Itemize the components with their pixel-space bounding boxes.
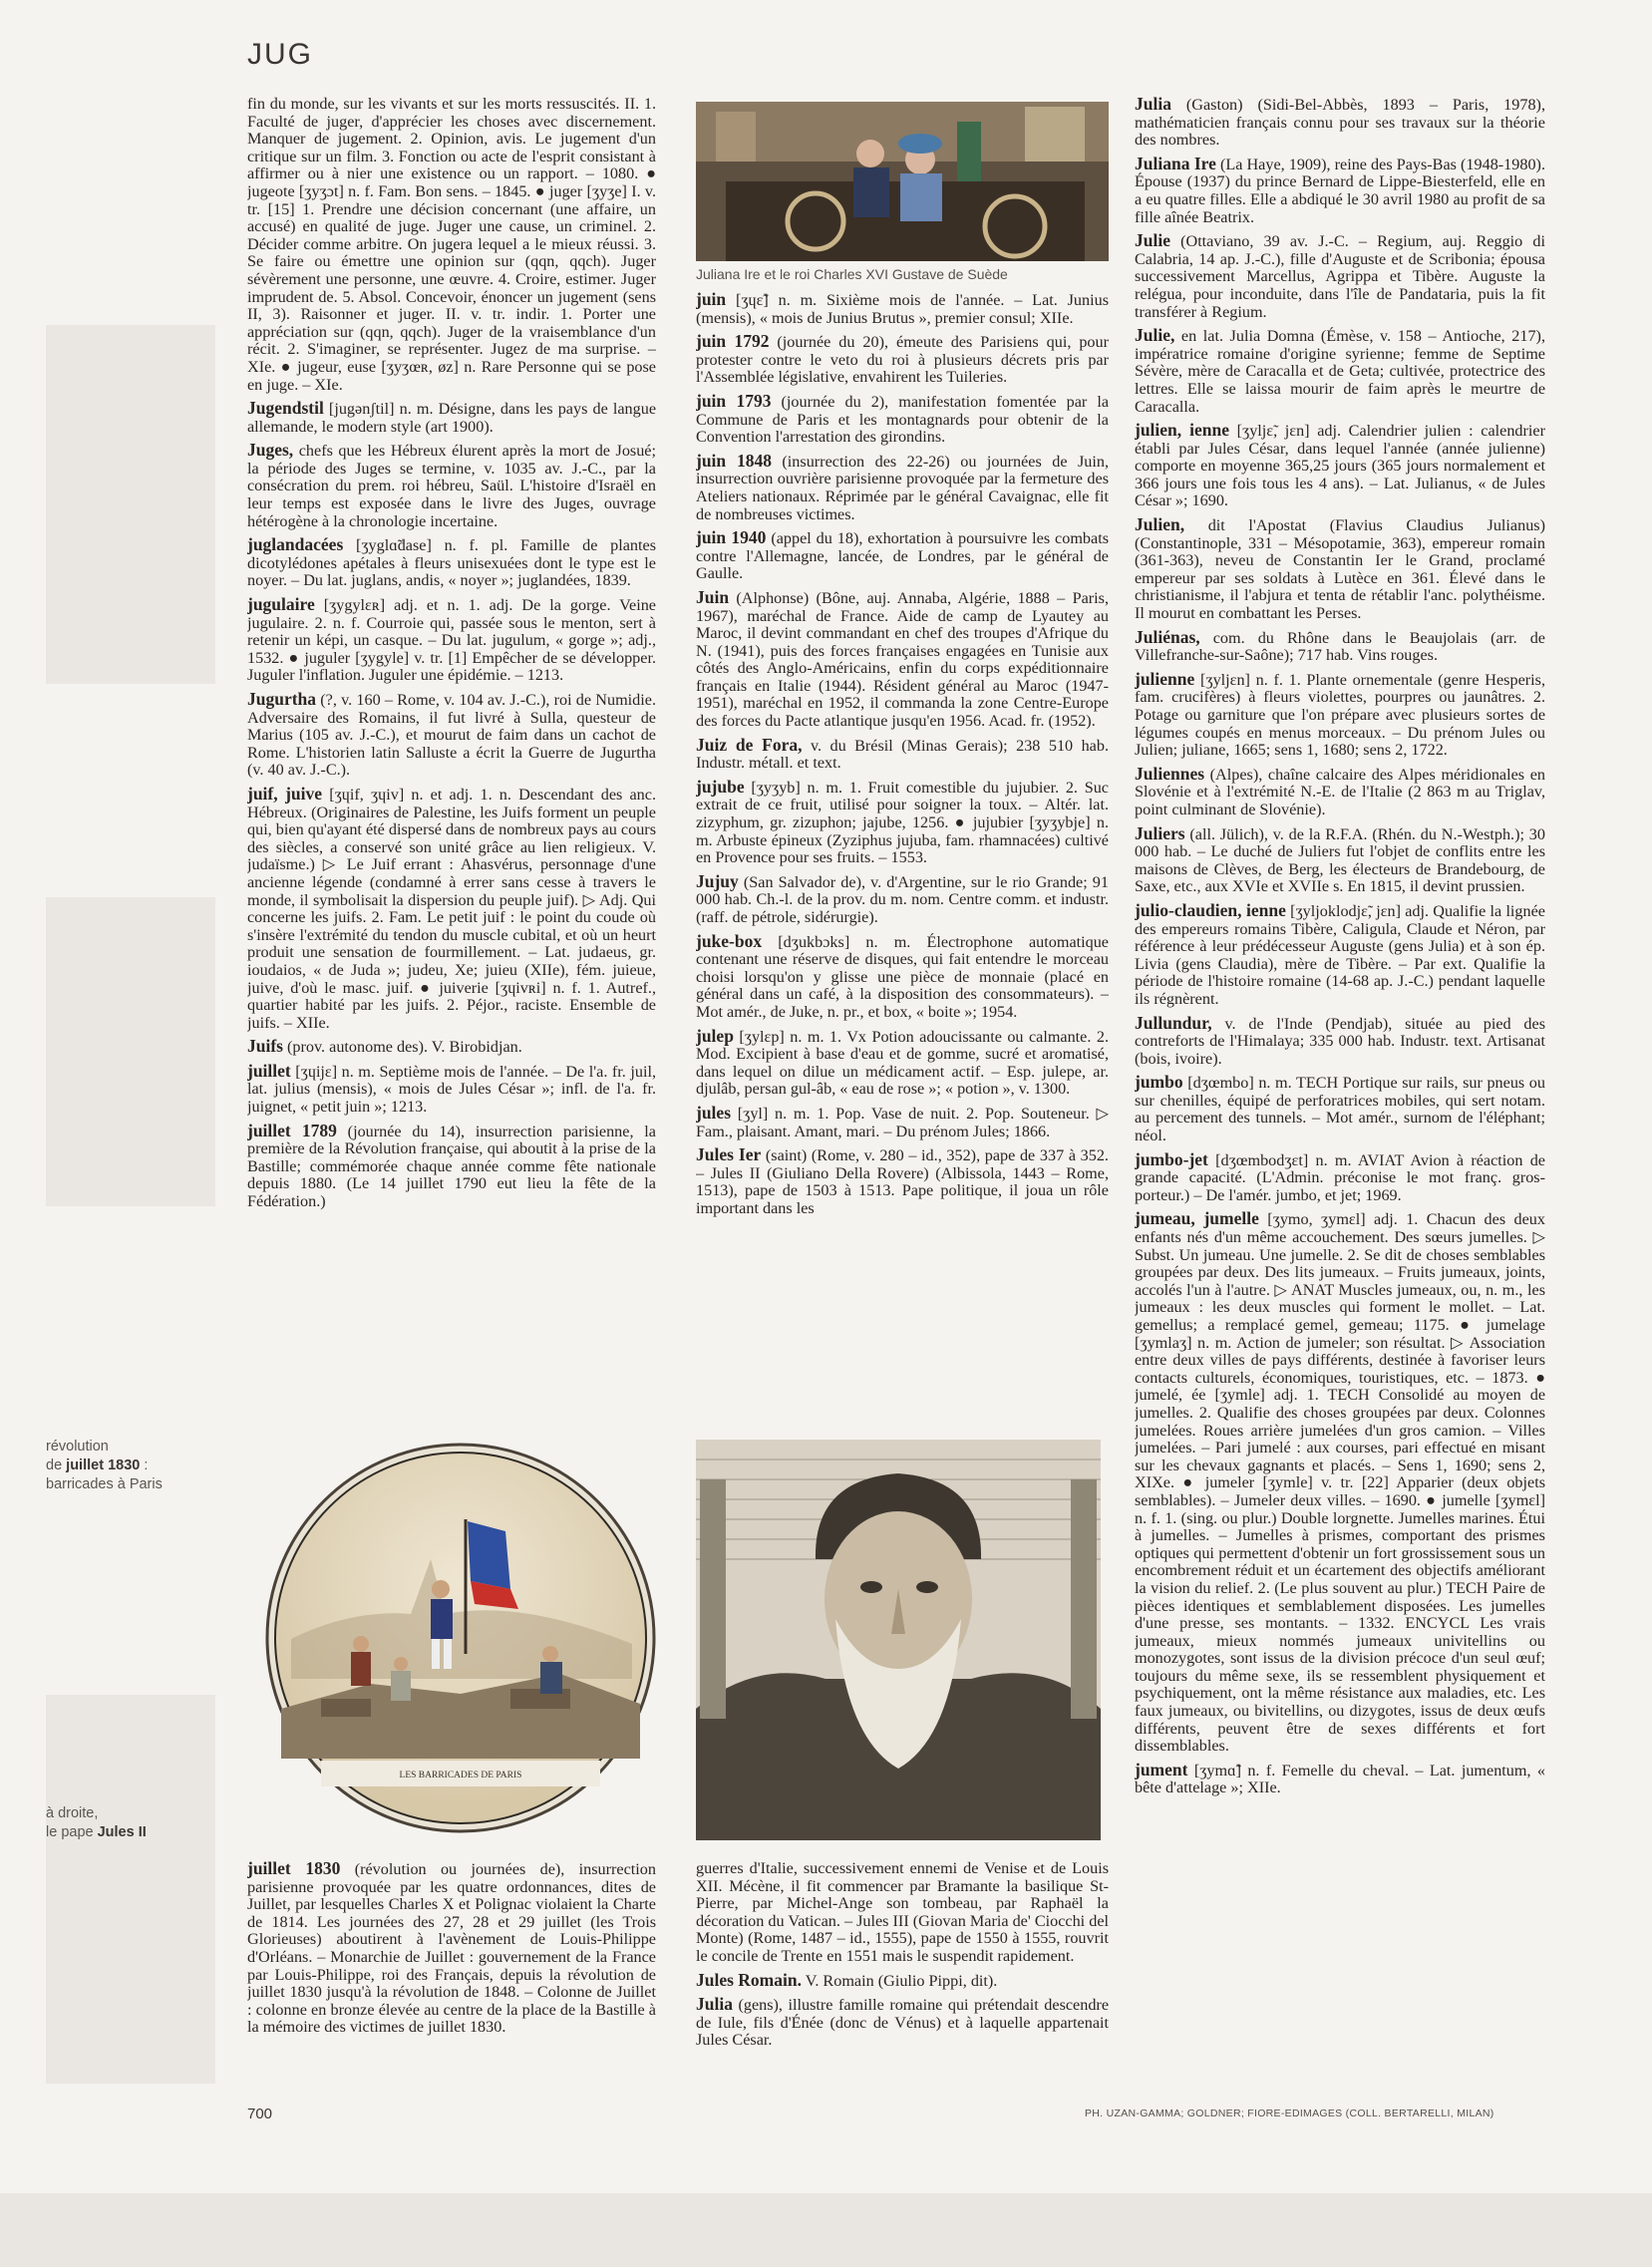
dictionary-entry (1135, 422, 1545, 510)
dictionary-entry (1135, 232, 1545, 321)
entry-headword: Julie, (1135, 325, 1175, 346)
bleed-through-left-low (46, 1695, 215, 2084)
dictionary-entry (696, 930, 1109, 1022)
dictionary-entry (247, 1038, 656, 1057)
entry-text: (journée du 14), insurrection parisienne, la première de la Révolution française, qui aboutit à la prise de la Bastille; commémorée chaque année comme fête nationale depuis 1880. (Le 14 juillet 1790 eut lieu la fête de la Fédération.) (247, 1122, 656, 1211)
dictionary-entry (247, 96, 656, 394)
caption-pope-bold: Jules II (97, 1824, 147, 1840)
entry-text: [ʒɥijɛ] n. m. Septième mois de l'année. – De l'a. fr. juil, lat. julius (mensis), « mois de Jules César »; infl. de l'a. fr. juignet, « petit juin »; 1213. (247, 1062, 656, 1117)
entry-headword: Julie (1135, 230, 1170, 251)
entry-headword: Juliana Ire (1135, 153, 1216, 173)
column-right (1135, 96, 1545, 2092)
entry-headword: Jugurtha (247, 689, 317, 709)
entry-text: [ʒymɑ̃] n. f. Femelle du cheval. – Lat. jumentum, « bête d'attelage »; XIIe. (1135, 1761, 1545, 1797)
barricades-illustration (261, 1440, 660, 1836)
entry-text: (gens), illustre famille romaine qui prétendait descendre de Iule, fils d'Énée (donc de Vénus) et à laquelle appartenait Jules César. (696, 1996, 1109, 2050)
caption-pope-prefix: le pape (46, 1824, 98, 1840)
dictionary-entry (696, 333, 1109, 387)
caption-revolution-line1: révolution (46, 1439, 109, 1455)
juliana-photo (696, 102, 1109, 261)
caption-revolution-suffix: : (140, 1457, 149, 1473)
entry-text: (Alpes), chaîne calcaire des Alpes méridionales en Slovénie et à l'extrémité N.-E. de l'Italie (2 863 m au Triglav, point culminant de Slovénie). (1135, 765, 1545, 818)
entry-text: (Ottaviano, 39 av. J.-C. – Regium, auj. Reggio di Calabria, 14 ap. J.-C.), fille d'Auguste et de Scribonia; épousa successivement Marcellus, Agrippa et Tibère. Auguste la relégua, pour inconduite, dans l'île de Pandataria, puis la fit transférer à Regium. (1135, 232, 1545, 321)
caption-revolution-line3: barricades à Paris (46, 1476, 163, 1492)
entry-text: (saint) (Rome, v. 280 – id., 352), pape de 337 à 352. – Jules II (Giuliano Della Rovere) (Albissola, 1443 – Rome, 1513), pape de 1503 à 1513. Pape politique, il joua un rôle important dans les (696, 1146, 1109, 1217)
pope-portrait-image (696, 1440, 1101, 1840)
entry-headword: juglandacées (247, 534, 344, 555)
juliana-photo-image (696, 102, 1109, 261)
entry-text: [ʒɥif, ʒɥiv] n. et adj. 1. n. Descendant des anc. Hébreux. (Originaires de Palestine, les Juifs forment un peuple qui, bien qu'ayant été dispersé dans de nombreux pays au cours des siècles, a conservé son unité grâce au lien religieux. V. judaïsme.) ▷ Le Juif errant : Ahasvérus, personnage d'une ancienne légende (condamné à errer sans cesse à travers le monde, il symbolisait la dispersion du peuple juif). ▷ Adj. Qui concerne les juifs. 2. Fam. Le petit juif : le point du coude où s'insère l'extrémité du tendon du muscle cubital, et où un heurt produit une sensation de fourmillement. – Lat. judaeus, gr. ioudaios, « de Juda »; judeu, Xe; juieu (XIIe), fém. juieue, juive, d'où le masc. juif. ● juiverie [ʒɥivʀi] n. f. 1. Autref., quartier habité par les juifs. 2. Péjor., raciste. Ensemble de juifs. – XIIe. (247, 785, 656, 1032)
entry-headword: jumeau, jumelle (1135, 1208, 1259, 1229)
entry-headword: juin (696, 291, 727, 309)
entry-headword: jules (696, 1102, 731, 1123)
entry-headword: Juiz de Fora, (696, 734, 803, 755)
barricades-engraving (261, 1440, 660, 1836)
dictionary-entry (1135, 899, 1545, 1009)
dictionary-entry (247, 691, 656, 780)
entry-headword: Jugendstil (247, 398, 324, 419)
entry-headword: Juin (696, 586, 730, 607)
entry-text: en lat. Julia Domna (Émèse, v. 158 – Antioche, 217), impératrice romaine d'origine syrienne; femme de Septime Sévère, mère de Caracalla et de Geta; cultivée, protectrice des lettres. Elle se laissa mourir de faim après le meurtre de Caracalla. (1135, 327, 1545, 416)
entry-text: [dʒukbɔks] n. m. Électrophone automatique contenant une réserve de disques, qui fait entendre le morceau choisi lorsqu'on y glisse une pièce de monnaie (placé en général dans un café, à la disposition des consommateurs). – Mot amér., de Juke, n. pr., et box, « boite »; 1954. (696, 932, 1109, 1021)
entry-text: (La Haye, 1909), reine des Pays-Bas (1948-1980). Épouse (1937) du prince Bernard de Lippe-Biesterfeld, elle en a eu quatre filles. Elle a abdiqué le 30 avril 1980 au profit de sa fille aînée Beatrix. (1135, 155, 1545, 226)
entry-headword: Juliénas, (1135, 626, 1200, 647)
dictionary-entry (1135, 626, 1545, 665)
entry-headword: Juges, (247, 440, 294, 461)
entry-text: chefs que les Hébreux élurent après la mort de Josué; la période des Juges se termine, v. 1035 av. J.-C., par la consécration du prem. roi hébreu, Saül. L'histoire d'Israël en leur temps est exposée dans le livre des Juges, ouvrage hétérogène à la chronologie incertaine. (247, 442, 656, 530)
entry-text: guerres d'Italie, successivement ennemi de Venise et de Louis XII. Mécène, il fit commencer par Bramante la basilique St-Pierre, par Michel-Ange son tombeau, par Raphaël la décoration du Vatican. – Jules III (Giovan Maria de' Ciocchi del Monte) (Rome, 1487 – id., 1555), pape de 1550 à 1555, rouvrit le concile de Trente en 1551 mais le suspendit rapidement. (696, 1860, 1109, 1965)
dictionary-entry (1135, 516, 1545, 623)
entry-headword: Julia (1135, 96, 1171, 114)
entry-headword: jujube (696, 776, 745, 797)
entry-text: (?, v. 160 – Rome, v. 104 av. J.-C.), roi de Numidie. Adversaire des Romains, il fut livré à Sulla, questeur de Marius (105 av. J.-C.), et mourut de faim dans un cachot de Rome. L'historien latin Salluste a écrit la Guerre de Jugurtha (v. 40 av. J.-C.). (247, 691, 656, 780)
dictionary-entry (1135, 1074, 1545, 1144)
entry-headword: jument (1135, 1759, 1188, 1780)
entry-text: (insurrection des 22-26) ou journées de Juin, insurrection ouvrière parisienne provoquée par la fermeture des Ateliers nationaux. Réprimée par le général Cavaignac, elle fit de nombreuses victimes. (696, 452, 1109, 523)
dictionary-entry (1135, 668, 1545, 760)
dictionary-entry (696, 1860, 1109, 1966)
entry-headword: juif, juive (247, 783, 323, 804)
dictionary-entry (247, 1860, 656, 2037)
caption-revolution-line2 (46, 1457, 195, 1475)
entry-headword: juin 1848 (696, 450, 772, 471)
entry-headword: Jujuy (696, 870, 739, 891)
entry-text: (all. Jülich), v. de la R.F.A. (Rhén. du N.-Westph.); 30 000 hab. – Le duché de Juliers fut l'objet de conflits entre les maisons de Clèves, de Berg, les électeurs de Brandebourg, de Saxe, etc., aux XVIe et XVIIe s. En 1815, il devint prussien. (1135, 824, 1545, 896)
entry-text: V. Romain (Giulio Pippi, dit). (801, 1971, 998, 1990)
column-middle (696, 291, 1109, 1440)
caption-juliana-photo: Juliana Ire et le roi Charles XVI Gustave de Suède (696, 266, 1008, 282)
dictionary-entry (247, 1060, 656, 1117)
page-number: 700 (247, 2105, 273, 2122)
dictionary-entry (247, 442, 656, 530)
running-head: JUG (247, 38, 313, 71)
entry-text: com. du Rhône dans le Beaujolais (arr. de Villefranche-sur-Saône); 717 hab. Vins rouges. (1135, 628, 1545, 665)
entry-headword: juin 1940 (696, 527, 767, 548)
dictionary-entry (1135, 1759, 1545, 1797)
dictionary-entry (1135, 327, 1545, 416)
dictionary-entry (696, 734, 1109, 773)
dictionary-entry (696, 291, 1109, 327)
bleed-through-left-mid (46, 897, 215, 1206)
caption-revolution-bold: juillet 1830 (66, 1457, 141, 1473)
entry-text: v. du Brésil (Minas Gerais); 238 510 hab. Industr. métall. et text. (696, 736, 1109, 773)
entry-headword: Jules Romain. (696, 1969, 802, 1990)
entry-text: [ʒyʒyb] n. m. 1. Fruit comestible du jujubier. 2. Suc extrait de ce fruit, utilisé pour soigner la toux. – Altér. lat. zizyphum, gr. zizuphon; jajube, 1256. ● jujubier [ʒyʒybje] n. m. Arbuste épineux (Zyziphus jujuba, fam. rhamnacées) cultivé en Provence pour ses fruits. – 1553. (696, 778, 1109, 867)
dictionary-entry (696, 1146, 1109, 1217)
dictionary-entry (247, 536, 656, 590)
entry-headword: Juifs (247, 1036, 283, 1057)
entry-headword: Jullundur, (1135, 1012, 1212, 1033)
dictionary-entry (247, 783, 656, 1032)
entry-text: [ʒygylɛʀ] adj. et n. 1. adj. De la gorge. Veine jugulaire. 2. n. f. Courroie qui, passée sous le menton, sert à retenir un képi, un casque. – Du lat. jugulum, « gorge »; adj., 1532. ● juguler [ʒygyle] v. tr. [1] Empêcher de se développer. Juguler l'inflation. Juguler une épidémie. – 1213. (247, 596, 656, 685)
dictionary-entry (696, 529, 1109, 583)
dictionary-entry (1135, 1148, 1545, 1205)
entry-headword: jumbo (1135, 1072, 1183, 1093)
caption-revolution-prefix: de (46, 1457, 67, 1473)
column-middle-bottom (696, 1860, 1109, 2090)
entry-headword: julep (696, 1025, 734, 1046)
entry-text: [ʒyl] n. m. 1. Pop. Vase de nuit. 2. Pop. Souteneur. ▷ Fam., plaisant. Amant, mari. – Du prénom Jules; 1866. (696, 1104, 1109, 1140)
entry-text: [ʒyljɛ̃, jɛn] adj. Calendrier julien : calendrier établi par Jules César, dans lequel l'année (année julienne) comporte en moyenne 365,25 jours (365 jours normalement et 366 jours une fois tous les 4 ans). – Lat. Julianus, « de Jules César »; 1690. (1135, 422, 1545, 510)
entry-text: dit l'Apostat (Flavius Claudius Julianus) (Constantinople, 331 – Mésopotamie, 363), empereur romain (361-363), neveu de Constantin Ier le Grand, proclamé empereur par ses soldats à Lutèce en 361. Élevé dans le christianisme, il l'abjura et tenta de rétablir l'anc. polythéisme. Il mourut en combattant les Perses. (1135, 516, 1545, 623)
entry-text: v. de l'Inde (Pendjab), située au pied des contreforts de l'Himalaya; 335 000 hab. Industr. text. Artisanat (bois, ivoire). (1135, 1014, 1545, 1068)
entry-headword: juillet (247, 1060, 291, 1081)
entry-text: (journée du 2), manifestation fomentée par la Commune de Paris et les montagnards pour obtenir de la Convention l'arrestation des girondins. (696, 392, 1109, 447)
dictionary-entry (1135, 1012, 1545, 1069)
entry-headword: Julia (696, 1994, 733, 2015)
dictionary-entry (247, 596, 656, 685)
photo-credits: PH. UZAN-GAMMA; GOLDNER; FIORE-EDIMAGES (COLL. BERTARELLI, MILAN) (1085, 2107, 1494, 2119)
entry-text: (journée du 20), émeute des Parisiens qui, pour protester contre le veto du roi à plusieurs décrets pris par l'Assemblée législative, envahirent les Tuileries. (696, 333, 1109, 387)
bleed-through-left-top (46, 325, 215, 684)
entry-headword: jugulaire (247, 594, 315, 615)
entry-headword: julienne (1135, 668, 1195, 689)
entry-text: [ʒyljoklodjɛ̃, jɛn] adj. Qualifie la lignée des empereurs romains Tibère, Caligula, Claude et Néron, par référence à leur prédécesseur Auguste (gens Julia) et à son ép. Livia (gens Claudia), mère de Tibère. – Par ext. Qualifie la période de l'histoire romaine (14-68 ap. J.-C.) pendant laquelle ils régnèrent. (1135, 901, 1545, 1008)
pope-jules-ii-engraving (696, 1440, 1101, 1840)
entry-headword: juin 1792 (696, 331, 770, 352)
column-left-bottom (247, 1860, 656, 2090)
dictionary-entry (696, 1025, 1109, 1099)
caption-revolution (46, 1438, 195, 1494)
dictionary-entry (1135, 822, 1545, 896)
entry-headword: Juliers (1135, 822, 1185, 843)
dictionary-entry (696, 1102, 1109, 1140)
dictionary-entry (1135, 96, 1545, 150)
column-left (247, 96, 656, 1420)
entry-text: [ʒymo, ʒymɛl] adj. 1. Chacun des deux enfants nés d'un même accouchement. Des sœurs jumelles. ▷ Subst. Un jumeau. Une jumelle. 2. Se dit de choses semblables groupées par deux. Des lits jumeaux. – Fruits jumeaux, joints, accolés l'un à l'autre. ▷ ANAT Muscles jumeaux, ou, n. m., les jumeaux : les deux muscles qui forment le mollet. – Lat. gemellus; a remplacé gemel, gemeau; 1175. ● jumelage [ʒymlaʒ] n. m. Action de jumeler; son résultat. ▷ Association entre deux villes de pays différents, destinée à favoriser leurs contacts culturels, économiques, touristiques, etc. – 1873. ● jumelé, ée [ʒymle] adj. 1. TECH Consolidé au moyen de jumelles. 2. Qualifie des choses groupées par deux. Colonnes jumelées. Roues arrière jumelées d'un gros camion. – Villes jumelées. – Pari jumelé : aux courses, pari effectué en misant sur les chevaux gagnants et placés. – Sens 1, 1690; sens 2, XIXe. ● jumeler [ʒymle] v. tr. [22] Apparier (deux objets semblables). – Jumeler deux villes. – 1690. ● jumelle [ʒymɛl] n. f. 1. (sing. ou plur.) Double lorgnette. Jumelles marines. Étui à jumelles. – Jumelles à prismes, comportant des prismes optiques qui permettent d'obtenir un fort grossissement sous un encombrement réduit et un écartement des objectifs améliorant la vision du relief. 2. (Le plus souvent au plur.) TECH Paire de pièces identiques et semblablement disposées. Les jumelles d'une presse, ses montants. – 1332. ENCYCL Les vrais jumeaux, mieux nommés jumeaux univitellins ou monozygotes, sont issus de la division précoce d'un seul œuf; toujours du même sexe, ils se ressemblent physiquement et psychiquement, ont la même résistance aux maladies, etc. Les faux jumeaux, ou bivitellins, ou dizygotes, issus de deux œufs différents, peuvent être de sexes différents et fort dissemblables. (1135, 1210, 1545, 1756)
entry-headword: juin 1793 (696, 390, 772, 411)
entry-text: [dʒœmbodʒɛt] n. m. AVIAT Avion à réaction de grande capacité. (L'Admin. préconise le mot franç. gros-porteur.) – De l'amér. jumbo, et jet; 1969. (1135, 1150, 1545, 1204)
entry-headword: Julien, (1135, 514, 1185, 535)
entry-text: (Alphonse) (Bône, auj. Annaba, Algérie, 1888 – Paris, 1967), maréchal de France. Aide de camp de Lyautey au Maroc, il devint commandant en chef des troupes d'Afrique du N. (1941), puis des forces françaises engagées en Tunisie aux côtés des Anglo-Américains, enfin du corps expéditionnaire français en Italie (1944). Résident général au Maroc (1947-1951), maréchal en 1952, il commanda la zone Centre-Europe des forces du Pacte atlantique jusqu'en 1956. Acad. fr. (1952). (696, 588, 1109, 731)
entry-headword: julien, ienne (1135, 420, 1229, 441)
entry-text: (San Salvador de), v. d'Argentine, sur le rio Grande; 91 000 hab. Ch.-l. de la prov. du m. nom. Centre comm. et industr. (raff. de pétrole, sidérurgie). (696, 872, 1109, 926)
dictionary-entry (696, 390, 1109, 447)
entry-text: (révolution ou journées de), insurrection parisienne provoquée par les quatre ordonnances, dites de Juillet, par lesquelles Charles X et Polignac violaient la Charte de 1814. Les journées des 27, 28 et 29 juillet (les Trois Glorieuses) aboutirent à l'avènement de Louis-Philippe d'Orléans. – Monarchie de Juillet : gouvernement de la France par Louis-Philippe, roi des Français, depuis la révolution de juillet 1830 jusqu'à la révolution de 1848. – Colonne de Juillet : colonne en bronze élevée au centre de la place de la Bastille à la mémoire des victimes de juillet 1830. (247, 1860, 656, 2037)
entry-headword: juillet 1789 (247, 1120, 337, 1140)
entry-text: [ʒɥɛ̃] n. m. Sixième mois de l'année. – Lat. Junius (mensis), « mois de Junius Brutus », premier consul; XIIe. (696, 291, 1109, 327)
caption-pope-line2 (46, 1823, 195, 1842)
entry-text: (appel du 18), exhortation à poursuivre les combats contre l'Allemagne, lancée, de Londres, par le général de Gaulle. (696, 529, 1109, 583)
entry-text: [ʒylɛp] n. m. 1. Vx Potion adoucissante ou calmante. 2. Mod. Excipient à base d'eau et de gomme, sucré et aromatisé, dans lequel on dilue un médicament actif. – Esp. julepe, ar. djulâb, persan gul-âb, « eau de rose »; « potion », v. 1300. (696, 1027, 1109, 1099)
dictionary-entry (696, 450, 1109, 523)
caption-pope (46, 1804, 195, 1842)
entry-text: [jugənʃtil] n. m. Désigne, dans les pays de langue allemande, le modern style (art 1900). (247, 400, 656, 436)
dictionary-entry (696, 1996, 1109, 2050)
entry-headword: juillet 1830 (247, 1860, 341, 1878)
caption-pope-line1: à droite, (46, 1805, 99, 1821)
dictionary-entry (1135, 763, 1545, 819)
entry-text: [dʒœmbo] n. m. TECH Portique sur rails, sur pneus ou sur chenilles, équipé de perforatrices mobiles, qui sert notam. au percement des tunnels. – Mot amér., surnom de l'éléphant; néol. (1135, 1074, 1545, 1145)
dictionary-entry (247, 1120, 656, 1211)
engraving-plate-title: LES BARRICADES DE PARIS (399, 1771, 522, 1781)
dictionary-entry (696, 870, 1109, 927)
entry-text: [ʒyglɑ̃dase] n. f. pl. Famille de plantes dicotylédones apétales à fleurs unisexuées dont le type est le noyer. – Du lat. juglans, andis, « noyer »; juglandées, 1839. (247, 536, 656, 590)
dictionary-entry (247, 400, 656, 436)
dictionary-entry (696, 586, 1109, 731)
entry-text: fin du monde, sur les vivants et sur les morts ressuscités. II. 1. Faculté de juger, d'apprécier les choses avec discernement. Manquer de jugement. 2. Opinion, avis. Le jugement d'un critique sur un film. 3. Fonction ou acte de l'esprit consistant à affirmer ou à nier une existence ou un rapport. – 1080. ● jugeote [ʒyʒɔt] n. f. Fam. Bon sens. – 1845. ● juger [ʒyʒe] I. v. tr. [15] 1. Prendre une décision concernant (une affaire, un accusé) en qualité de juge. Juger une cause, un criminel. 2. Décider comme arbitre. On jugera lequel a le mieux réussi. 3. Se faire ou émettre une opinion sur (qqn, qqch). Juger sévèrement une personne, une œuvre. 4. Croire, estimer. Juger imprudent de. 5. Absol. Concevoir, énoncer un jugement (sens II, 3). Raisonner et juger. II. v. tr. indir. 1. Porter une appréciation sur (qqn, qqch). Juger de la vraisemblance d'un récit. 2. S'imaginer, se représenter. Jugez de ma surprise. – XIe. ● jugeur, euse [ʒyʒœʀ, øz] n. Rare Personne qui se pose en juge. – XIe. (247, 96, 656, 394)
entry-text: (prov. autonome des). V. Birobidjan. (282, 1038, 522, 1057)
entry-headword: Juliennes (1135, 763, 1205, 784)
entry-headword: julio-claudien, ienne (1135, 899, 1286, 920)
entry-text: [ʒyljɛn] n. f. 1. Plante ornementale (genre Hesperis, fam. crucifères) à fleurs violettes, pourpres ou jaunâtres. 2. Potage ou garniture que l'on prépare avec plusieurs sortes de légumes coupés en menus morceaux. – Du prénom Jules ou Julien; juliane, 1665; sens 1, 1680; sens 2, 1722. (1135, 670, 1545, 760)
entry-headword: juke-box (696, 930, 763, 951)
dictionary-entry (696, 776, 1109, 867)
dictionary-entry (696, 1969, 1109, 1991)
entry-headword: Jules Ier (696, 1144, 762, 1165)
dictionary-entry (1135, 153, 1545, 226)
entry-text: (Gaston) (Sidi-Bel-Abbès, 1893 – Paris, 1978), mathématicien français connu pour ses travaux sur la théorie des nombres. (1135, 96, 1545, 150)
entry-headword: jumbo-jet (1135, 1148, 1208, 1169)
scan-bottom-margin (0, 2193, 1652, 2267)
dictionary-entry (1135, 1210, 1545, 1755)
